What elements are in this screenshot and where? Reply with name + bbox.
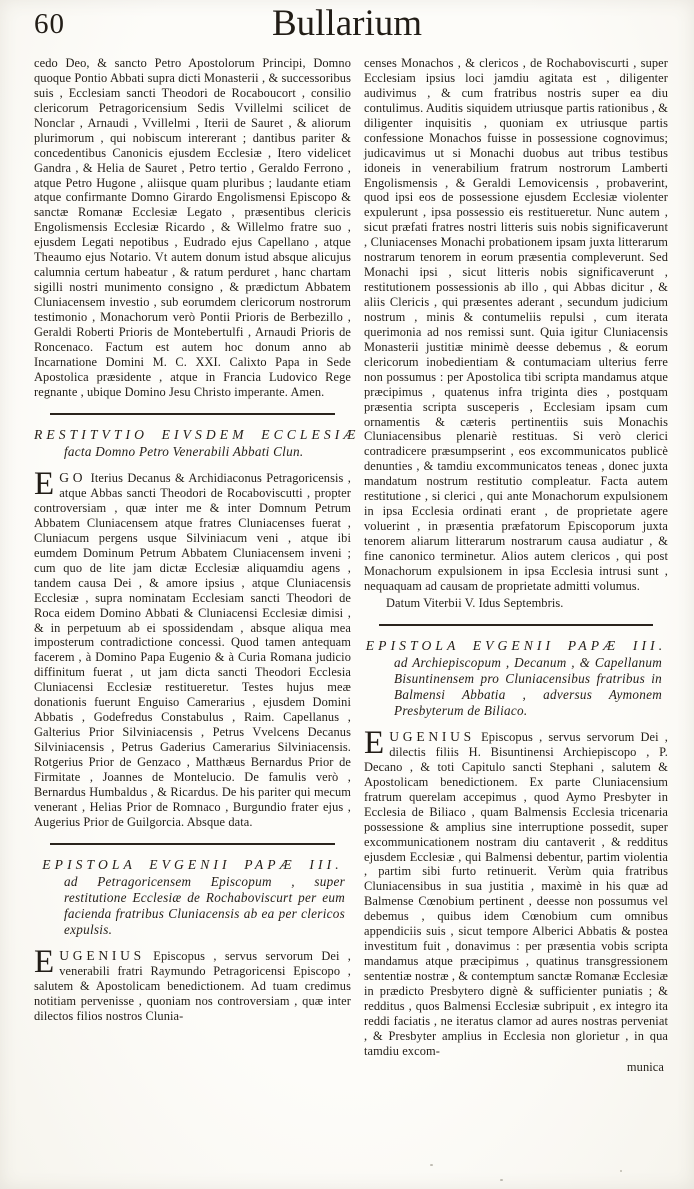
section-heading: RESTITVTIO EIVSDEM ECCLESIÆ xyxy=(34,426,360,442)
drop-cap: E xyxy=(34,465,55,502)
paragraph-text: Iterius Decanus & Archidiaconus Petragoricensis , atque Abbas sancti Theodori de Rocaboviscutti , propter controversiam , quæ inter me & inter Domnum Petrum Abbatem Cluniacensem atque fratres Cluniacenses fuerat , Cluniacum pergens usque Silviniacum veni , atque ibi eumdem Dominum Petrum Abbatem Cluniacensem inveni ; cum quo de lite jam dictæ Ecclesiæ aliquamdiu agens , tandem causa Dei , & amore ipsius , atque Cluniacensis Ecclesiæ , supra nominatam Ecclesiam sancti Theodori de Roca eidem Domino Abbati & Cluniacensi Ecclesiæ dimisi , & in perpetuum ab ei spossidendam , absque aliqua mea imposterum contradictione concessi. Quod tamen antequam facerem , à Domino Papa Eugenio & à Curia Romana judicio diffinitum fuerat , ut jam dicta sancti Theodori Ecclesia Cluniacensi Ecclesiæ restitueretur. Testes hujus meæ donationis fuerunt Enguiso Camerarius , ejusdem Domini Abbatis , Godefredus Constabulus , Raim. Capellanus , Galterius Prior Silviniacensis , Petrus Vvelcens Decanus Silviniacensis , Petrus Gaderius Camerarius Silviniacensis. Rotgerius Prior de Genzaco , Matthæus Bernardus Prior de Firmitate , Joannes de Montelucio. De famulis verò , Bernardus Humbaldus , & Ricardus. De his pariter qui mecum venerant , Helias Prior de Romnaco , Burgundio frater ejus , Augerius Prior de Guilgorcia. Absque data. xyxy=(34,470,351,829)
section-subheading: facta Domno Petro Venerabili Abbati Clun. xyxy=(64,443,304,459)
paragraph-text: Episcopus , servus servorum Dei , venerabili fratri Raymundo Petragoricensi Episcopo , salutem & Apostolicam benedictionem. Ad tuam credimus notitiam pervenisse , quoniam nos controversiam , quæ inter dilectos filios nostros Clunia- xyxy=(34,948,351,1023)
section-heading: EPISTOLA EVGENII PAPÆ III. xyxy=(42,856,343,872)
section-restitutio xyxy=(34,426,360,830)
lead-capitals: UGENIUS xyxy=(59,947,145,963)
section-subheading: ad Archiepiscopum , Decanum , & Capellanum Bisuntinensem pro Cluniacensibus fratribus in Balmensi Abbatia , adversus Aymonem Presbyterum de Biliaco. xyxy=(394,655,662,718)
catchword: munica xyxy=(626,1059,664,1074)
lead-capitals: GO xyxy=(59,469,87,485)
section-body-paragraph xyxy=(364,724,668,1059)
running-title: Bullarium xyxy=(271,3,423,44)
paragraph-text: Episcopus , servus servorum Dei , dilectis filiis H. Bisuntinensi Archiepiscopo , P. Decano , & toti Capitulo sancti Stephani , salutem & Apostolicam benedictionem. Ex parte Cluniacensium fratrum querelam accepimus , quod Aymo Presbyter in Ecclesia de Biliaco , quam Balmensis Ecclesia tricenaria possessione & amplius sine interruptione possedit, super excommunicationem nostram diu cantaverit , & redditus ejusdem Ecclesiæ , qui Balmensi debentur, partim violentia , partim sibi furto retinuerit. Verùm quia fratribus Cluniacensibus in sua justitia , maximè in his quæ ad Balmense Cœnobium pertinent , deesse non possumus vel debemus , quibus idem Cœnobium cum omnibus appendiciis suis , sicut tempore Alberici Abbatis & postea investitum fuit , donavimus : per præsentia vobis scripta mandamus atque præcipimus , quatinus transgressionem sententiæ nostræ , & contemptum sanctæ Romanæ Ecclesiæ in prædicto Presbytero dignè & sufficienter puniatis ; & redditus , quos Balmensi Ecclesiæ subripuit , ex integro ita reddi faciatis , ne iteratus clamor ad aures nostras perveniat , & Presbyter amplius in Ecclesia non glorietur , in qua tamdiu excom- xyxy=(364,729,668,1058)
right-column xyxy=(364,56,668,1075)
scan-speck xyxy=(620,1170,622,1172)
left-continuation-paragraph: cedo Deo, & sancto Petro Apostolorum Principi, Domno quoque Pontio Abbati supra dicti Monasterii , & successoribus suis , Ecclesiam sancti Theodori de Rocaboucort , consilio clericorum Petragoricensium Sedis Vvillelmi scilicet de Nonclar , Arnaudi , Vvillelmi , Iterii de Sauret , & aliorum plurimorum , qui nobiscum intererant ; dantibus pariter & concedentibus Canonicis ejusdem Ecclesiæ , Itero videlicet Gandra , & Helia de Sauret , Petro tertio , Geraldo Ferrono , atque Petro Hugone , aliisque quam pluribus ; laudante etiam atque confirmante Domno Girardo Engolismensi Episcopo & sanctæ Romanæ Ecclesiæ Legato , præsentibus clericis Engolismensis Ecclesiæ Ricardo , & Willelmo fratre suo , ejusdem Legati nepotibus , Eudrado ejus Capellano , atque Theaumo ejus Notario. Vt autem donum istud absque alicujus calumnia certum habeatur , & ratum perduret , hanc chartam sigilli nostri munimento consigno , & prædictum Abbatem Cluniacensem investio , sub eorumdem clericorum nostrorum testimonio , Monachorum verò Pontii Prioris de Berbezillo , Geraldi Roberti Prioris de Montebertulfi , Arnaudi Prioris de Roncenaco. Factum est autem hoc donum anno ab Incarnatione Domini M. C. XXI. Calixto Papa in Sede Apostolica præsidente , atque in Francia Ludovico Rege regnante , ubique Domino Jesu Christo imperante. Amen. xyxy=(34,56,351,399)
drop-cap: E xyxy=(364,724,385,761)
section-subheading: ad Petragoricensem Episcopum , super restitutione Ecclesiæ de Rochaboviscurt per eum facienda fratribus Cluniacensis ab ea per clericos expulsis. xyxy=(64,874,345,937)
drop-cap: E xyxy=(34,943,55,980)
running-head xyxy=(0,0,694,52)
lead-capitals: UGENIUS xyxy=(389,728,475,744)
section-body-paragraph xyxy=(34,465,351,830)
text-columns xyxy=(0,52,694,1075)
section-body-paragraph xyxy=(34,943,351,1024)
scan-speck xyxy=(430,1164,433,1166)
section-epistola-1 xyxy=(34,857,351,1024)
section-divider xyxy=(50,843,335,845)
page-number: 60 xyxy=(34,8,65,40)
scan-speck xyxy=(500,1179,503,1181)
section-heading: EPISTOLA EVGENII PAPÆ III. xyxy=(365,637,667,653)
section-divider xyxy=(379,624,653,626)
section-divider xyxy=(50,413,335,415)
right-continuation-paragraph: censes Monachos , & clericos , de Rochaboviscurti , super Ecclesiam ipsius loci jamdiu agitata est , diligenter audivimus , & cum fratribus nostris super ea diu contulimus. Auditis siquidem utriusque partis rationibus , & diligenter inquisitis , quoniam ex utriusque partis confessione Monachos fuisse in possessione cognovimus; judicavimus ut si Monachi duobus aut tribus testibus idoneis in venerabilium fratrum nostrorum Lamberti Engolismensis , & Geraldi Lemovicensis , probaverint, quod ipsi eos de possessione ejusdem Ecclesiæ violenter expulerunt , ipsa possessio eis restitueretur. Nunc autem , sicut præfati fratres nostri litteris suis nobis significaverunt , Cluniacenses Monachi probationem ipsam juxta litterarum nostrarum tenorem in eorum præsentia compleverunt. Sed Monachi ipsi , sicut litteris nobis significaverunt , restitutionem possessionis ab illo , qui Abbas dicitur , & aliis Clericis , qui præsentes aderant , secundum judicium nostrum , minis & contumeliis repulsi , cum iterata querimonia ad nos remissi sunt. Quia igitur Cluniacensis Monasterii justitiæ minimè deesse debemus , & eorum clericorum inobedientiam & contumaciam ulterius ferre non possumus : per Apostolica tibi scripta mandamus atque præcipimus , quatenus infra triginta dies , postquam præsentia scripta susceperis , Ecclesiam ipsam cum ornamentis & cæteris pertinentiis suis Monachis Cluniacensibus plenariè restituas. Si verò clerici contradicere præsumpserint , eos excommunicatos publicè denunties , & tamdiu excommunicatos teneas , donec juxta mandatum nostrum restitutio compleatur. Facta autem restitutione , si clerici , qui ante Monachorum expulsionem in ipsa Ecclesia ordinati erant , de proprietate agere voluerint , in præsentia præfatorum Episcoporum juxta tenorem aliarum litterarum nostrarum causa audiatur , & fine canonico terminetur. Alios autem clericos , qui post Monachorum expulsionem in ipsa Ecclesia intrusi sunt , nequaquam ad causam de proprietate admitti volumus. xyxy=(364,56,668,593)
section-epistola-2 xyxy=(364,638,668,1059)
left-column xyxy=(34,56,360,1075)
datum-line: Datum Viterbii V. Idus Septembris. xyxy=(386,595,564,610)
